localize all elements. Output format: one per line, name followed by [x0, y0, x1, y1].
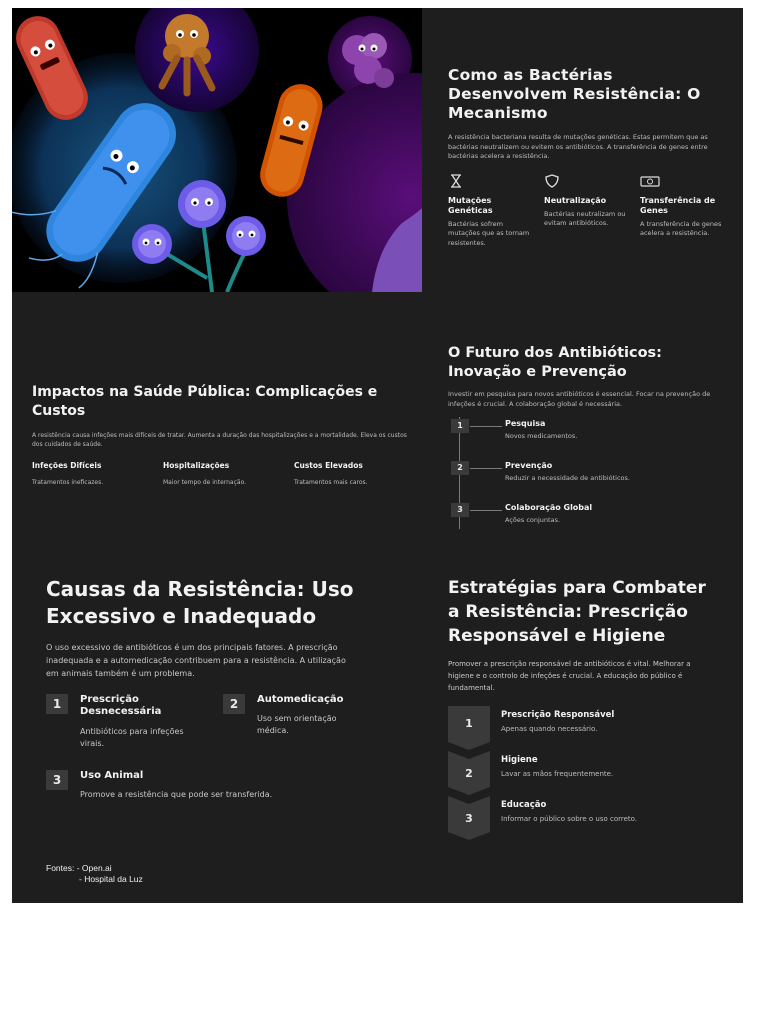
- step-number: 1: [465, 717, 473, 730]
- estrategias-step-2: [448, 751, 738, 795]
- impactos-item-3-title: Custos Elevados: [294, 461, 363, 470]
- slide-causas: [46, 576, 376, 896]
- impactos-item-2-text: Maior tempo de internação.: [163, 479, 247, 486]
- step-number-badge: 2: [223, 694, 245, 714]
- step-number-badge: 1: [46, 694, 68, 714]
- transfer-icon: [640, 174, 660, 188]
- slide-futuro: [448, 344, 733, 544]
- impactos-item-2: [163, 461, 294, 488]
- sources-line-2: - Hospital da Luz: [79, 874, 143, 884]
- estrategias-step-3-text: Informar o público sobre o uso correto.: [501, 815, 638, 823]
- mecanismo-item-3-text: A transferência de genes acelera a resistência.: [640, 219, 722, 237]
- mecanismo-items: [448, 173, 733, 249]
- mecanismo-item-1-text: Bactérias sofrem mutações que as tornam resistentes.: [448, 219, 530, 247]
- estrategias-step-3: [448, 796, 738, 840]
- futuro-step-3-text: Ações conjuntas.: [505, 516, 561, 524]
- impactos-item-1-text: Tratamentos ineficazes.: [32, 479, 104, 486]
- step-number-badge: 3: [46, 770, 68, 790]
- step-number: 2: [465, 767, 473, 780]
- slide-estrategias: [448, 576, 738, 896]
- step-number-badge: 3: [451, 503, 469, 517]
- causas-item-1-title: Prescrição Desnecessária: [80, 694, 162, 717]
- futuro-step-1-title: Pesquisa: [505, 419, 546, 428]
- futuro-step-1-text: Novos medicamentos.: [505, 432, 578, 440]
- slide-mecanismo: [448, 66, 733, 296]
- mecanismo-item-2-title: Neutralização: [544, 195, 607, 205]
- step-number-badge: 1: [451, 419, 469, 433]
- causas-intro: O uso excessivo de antibióticos é um dos principais fatores. A prescrição inadequada e a automedicação contribuem para a resistência. A utilização em animais também é um problema.: [46, 643, 346, 678]
- impactos-item-1: [32, 461, 163, 488]
- mecanismo-item-1: [448, 173, 532, 249]
- shield-icon: [544, 174, 560, 188]
- mecanismo-item-3-title: Transferência de Genes: [640, 195, 716, 215]
- estrategias-title: Estratégias para Combater a Resistência: Prescrição Responsável e Higiene: [448, 578, 706, 646]
- impactos-item-3-text: Tratamentos mais caros.: [294, 479, 368, 486]
- estrategias-step-3-title: Educação: [501, 800, 547, 810]
- bacteria-illustration: [12, 8, 422, 292]
- causas-items: [46, 694, 376, 814]
- timeline-connector: [470, 468, 502, 469]
- impactos-title: Impactos na Saúde Pública: Complicações e Custos: [32, 384, 378, 419]
- futuro-intro: Investir em pesquisa para novos antibióticos é essencial. Focar na prevenção de infeções é crucial. A colaboração global é necessária.: [448, 390, 711, 408]
- slide-impactos: [32, 383, 407, 513]
- impactos-items: [32, 461, 407, 488]
- estrategias-step-2-text: Lavar as mãos frequentemente.: [501, 770, 614, 778]
- timeline-connector: [470, 510, 502, 511]
- timeline-connector: [470, 426, 502, 427]
- futuro-step-2-text: Reduzir a necessidade de antibióticos.: [505, 474, 630, 482]
- causas-item-3-title: Uso Animal: [80, 770, 144, 781]
- mecanismo-title: Como as Bactérias Desenvolvem Resistência: O Mecanismo: [448, 66, 701, 122]
- estrategias-intro: Promover a prescrição responsável de antibióticos é vital. Melhorar a higiene e o controlo de infeções é crucial. A educação do público é fundamental.: [448, 660, 691, 692]
- estrategias-step-1-text: Apenas quando necessário.: [501, 725, 598, 733]
- impactos-item-2-title: Hospitalizações: [163, 461, 230, 470]
- futuro-title: O Futuro dos Antibióticos: Inovação e Prevenção: [448, 345, 662, 380]
- estrategias-step-1-title: Prescrição Responsável: [501, 710, 615, 720]
- causas-item-1-text: Antibióticos para infeções virais.: [80, 727, 184, 748]
- bacteria-artwork: [12, 8, 422, 292]
- impactos-item-1-title: Infeções Difíceis: [32, 461, 102, 470]
- mecanismo-intro: A resistência bacteriana resulta de mutações genéticas. Estas permitem que as bactérias neutralizem ou evitem os antibióticos. A transferência de genes entre bactérias acelera a resistência.: [448, 133, 708, 160]
- estrategias-steps: [448, 706, 738, 846]
- estrategias-step-1: [448, 706, 738, 750]
- causas-item-2-title: Automedicação: [257, 694, 344, 705]
- causas-item-3-text: Promove a resistência que pode ser transferida.: [80, 790, 273, 799]
- futuro-step-2-title: Prevenção: [505, 461, 553, 470]
- step-number: 3: [465, 812, 473, 825]
- impactos-intro: A resistência causa infeções mais difíceis de tratar. Aumenta a duração das hospitalizações e a mortalidade. Eleva os custos dos cuidados de saúde.: [32, 432, 407, 448]
- causas-title: Causas da Resistência: Uso Excessivo e Inadequado: [46, 577, 354, 628]
- mecanismo-item-2-text: Bactérias neutralizam ou evitam antibióticos.: [544, 209, 626, 227]
- sources-line-1: Fontes: - Open.ai: [46, 863, 112, 873]
- sources: [46, 863, 143, 885]
- mecanismo-item-2: [544, 173, 628, 249]
- futuro-timeline: [448, 417, 733, 537]
- estrategias-step-2-title: Higiene: [501, 755, 538, 765]
- document-page: [12, 8, 743, 903]
- step-number-badge: 2: [451, 461, 469, 475]
- futuro-step-3-title: Colaboração Global: [505, 503, 593, 512]
- hourglass-icon: [448, 174, 464, 188]
- mecanismo-item-3: [640, 173, 724, 249]
- causas-item-2-text: Uso sem orientação médica.: [257, 714, 337, 735]
- mecanismo-item-1-title: Mutações Genéticas: [448, 195, 493, 215]
- impactos-item-3: [294, 461, 404, 488]
